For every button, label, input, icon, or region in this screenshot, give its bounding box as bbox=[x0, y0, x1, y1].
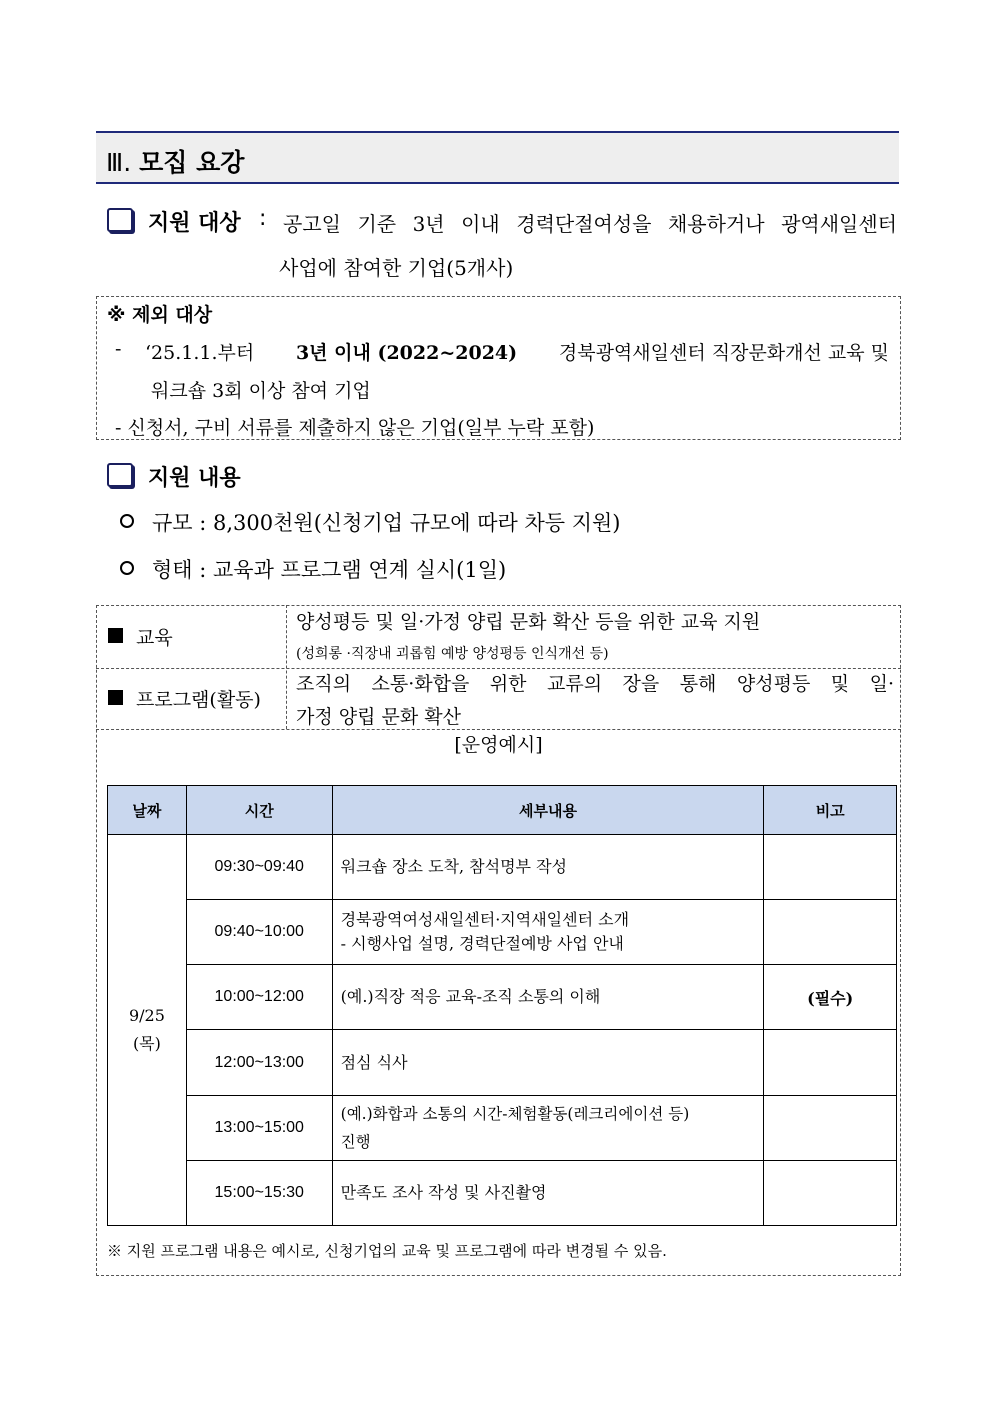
desc-cell bbox=[332, 835, 764, 900]
target-label: 지원 대상 bbox=[148, 211, 241, 236]
desc-cell bbox=[332, 1161, 764, 1226]
example-title: [운영예시] bbox=[454, 734, 543, 756]
table-row bbox=[108, 1030, 897, 1096]
prog-line2: 가정 양립 문화 확산 bbox=[296, 706, 461, 728]
section-title: 모집 요강 bbox=[139, 148, 245, 177]
note-cell bbox=[764, 900, 897, 965]
checkbox-square-icon bbox=[107, 208, 133, 232]
table-row bbox=[108, 965, 897, 1030]
desc-cell bbox=[332, 900, 764, 965]
desc-cell bbox=[332, 965, 764, 1030]
date-line2: (목) bbox=[132, 1034, 161, 1053]
exclusion-item1-prefix: ‘25.1.1.부터 bbox=[145, 342, 255, 364]
desc-line: 워크숍 장소 도착, 참석명부 작성 bbox=[340, 857, 567, 876]
exclusion-box bbox=[96, 296, 901, 440]
divider bbox=[286, 605, 287, 729]
edu-line1: 양성평등 및 일·가정 양립 문화 확산 등을 위한 교육 지원 bbox=[296, 611, 761, 633]
bullet-dash: - bbox=[115, 338, 122, 360]
support-scale: 규모 : 8,300천원(신청기업 규모에 따라 차등 지원) bbox=[152, 511, 621, 535]
exclusion-item1-line2: 워크숍 3회 이상 참여 기업 bbox=[151, 380, 371, 402]
prog-line1: 조직의 소통·화합을 위한 교류의 장을 통해 양성평등 및 일· bbox=[296, 673, 894, 695]
note-cell bbox=[764, 1096, 897, 1161]
table-row bbox=[108, 1161, 897, 1226]
checkbox-square-icon bbox=[107, 463, 133, 487]
square-bullet-icon bbox=[108, 690, 123, 705]
time-cell: 09:30~09:40 bbox=[186, 835, 332, 900]
desc-line: 점심 식사 bbox=[340, 1052, 408, 1072]
target-line2: 사업에 참여한 기업(5개사) bbox=[279, 256, 514, 280]
desc-line: 만족도 조사 작성 및 사진촬영 bbox=[340, 1183, 547, 1202]
desc-cell bbox=[332, 1096, 764, 1161]
section-number: Ⅲ. bbox=[106, 148, 132, 177]
exclusion-item2: - 신청서, 구비 서류를 제출하지 않은 기업(일부 누락 포함) bbox=[115, 417, 595, 439]
exclusion-item1-suffix: 경북광역새일센터 직장문화개선 교육 및 bbox=[558, 342, 889, 364]
table-row bbox=[108, 1096, 897, 1161]
note-cell bbox=[764, 835, 897, 900]
desc-line: (예.)직장 적응 교육-조직 소통의 이해 bbox=[340, 987, 601, 1006]
time-cell: 13:00~15:00 bbox=[186, 1096, 332, 1161]
time-cell: 10:00~12:00 bbox=[186, 965, 332, 1030]
time-cell: 09:40~10:00 bbox=[186, 900, 332, 965]
target-colon: : bbox=[259, 206, 267, 231]
circle-bullet-icon bbox=[120, 561, 134, 575]
note-cell bbox=[764, 1161, 897, 1226]
target-line1: 공고일 기준 3년 이내 경력단절여성을 채용하거나 광역새일센터 bbox=[283, 212, 897, 236]
exclusion-title: ※ 제외 대상 bbox=[107, 304, 213, 326]
edu-line2: (성희롱 ·직장내 괴롭힘 예방 양성평등 인식개선 등) bbox=[296, 646, 609, 662]
section-header bbox=[96, 131, 899, 184]
date-cell bbox=[108, 835, 187, 1226]
schedule-table bbox=[107, 785, 897, 1226]
desc-line: 경북광역여성새일센터·지역새일센터 소개 bbox=[340, 910, 630, 929]
time-cell: 12:00~13:00 bbox=[186, 1030, 332, 1096]
support-label: 지원 내용 bbox=[148, 466, 241, 491]
desc-line: (예.)화합과 소통의 시간-체험활동(레크리에이션 등) bbox=[340, 1105, 690, 1123]
note-cell bbox=[764, 1030, 897, 1096]
support-form: 형태 : 교육과 프로그램 연계 실시(1일) bbox=[152, 558, 507, 582]
edu-label: 교육 bbox=[136, 627, 173, 649]
header-detail: 세부내용 bbox=[332, 786, 764, 835]
note-cell: (필수) bbox=[764, 965, 897, 1030]
table-header-row bbox=[108, 786, 897, 835]
header-date: 날짜 bbox=[108, 786, 187, 835]
circle-bullet-icon bbox=[120, 514, 134, 528]
date-line1: 9/25 bbox=[128, 1006, 165, 1025]
prog-label: 프로그램(활동) bbox=[136, 689, 261, 711]
square-bullet-icon bbox=[108, 628, 123, 643]
header-note: 비고 bbox=[764, 786, 897, 835]
table-row bbox=[108, 900, 897, 965]
time-cell: 15:00~15:30 bbox=[186, 1161, 332, 1226]
footnote: ※ 지원 프로그램 내용은 예시로, 신청기업의 교육 및 프로그램에 따라 변경될 수 있음. bbox=[107, 1242, 667, 1260]
table-row bbox=[108, 835, 897, 900]
desc-cell bbox=[332, 1030, 764, 1096]
desc-line: 진행 bbox=[340, 1133, 371, 1151]
exclusion-item1 bbox=[145, 338, 889, 365]
desc-line: - 시행사업 설명, 경력단절예방 사업 안내 bbox=[340, 934, 624, 953]
header-time: 시간 bbox=[186, 786, 332, 835]
exclusion-item1-bold: 3년 이내 (2022~2024) bbox=[295, 342, 518, 364]
